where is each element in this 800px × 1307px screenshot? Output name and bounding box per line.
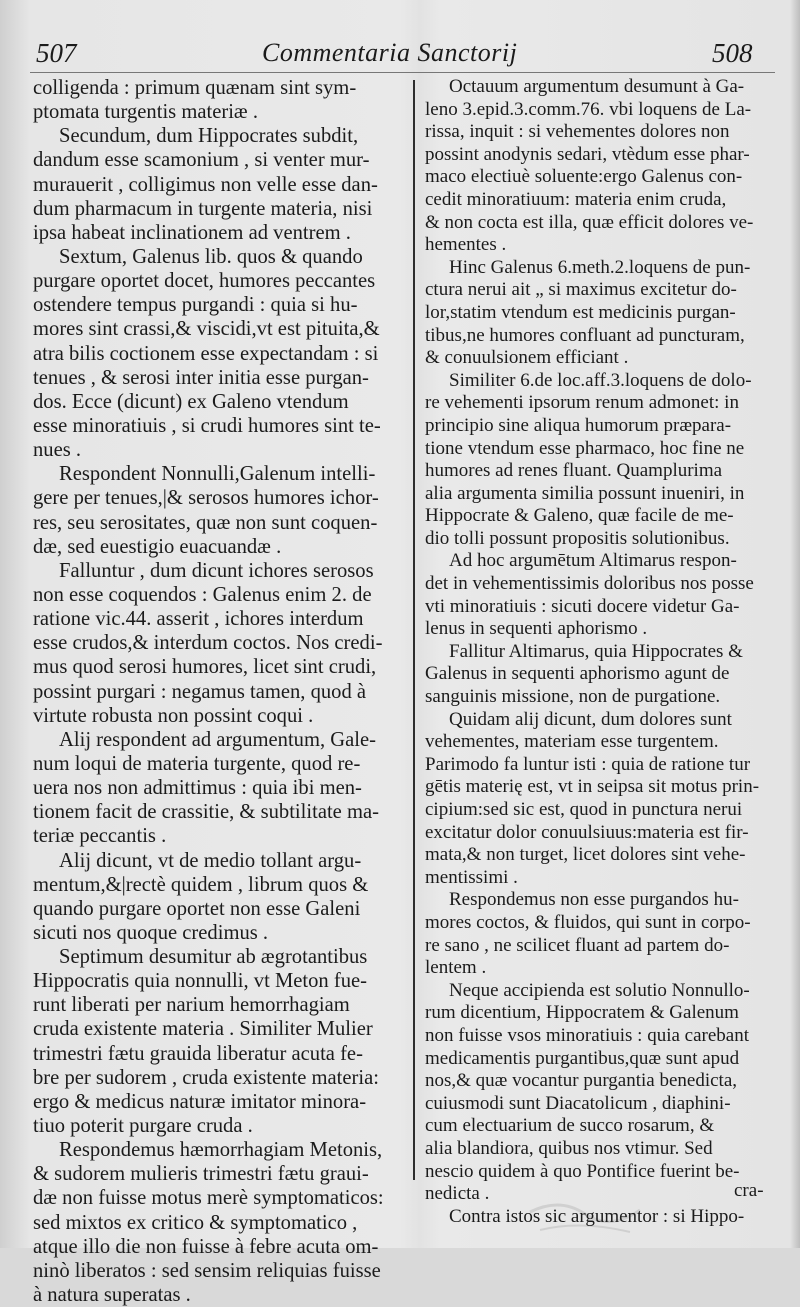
text-line: sanguinis missione, non de purgatione. <box>425 686 721 708</box>
text-line: Falluntur , dum dicunt ichores serosos <box>59 559 374 582</box>
text-line: rum dicentium, Hippocratem & Galenum <box>425 1002 739 1024</box>
text-line: colligenda : primum quænam sint sym- <box>33 77 357 99</box>
text-line: principio sine aliqua humorum præpara- <box>425 414 732 436</box>
text-line: dum pharmacum in turgente materia, nisi <box>33 197 373 220</box>
text-line: maco electiuè soluente:ergo Galenus con- <box>425 166 743 188</box>
text-line: & conuulsionem efficiant . <box>425 347 629 369</box>
text-line: Hinc Galenus 6.meth.2.loquens de pun- <box>449 256 751 278</box>
text-line: gere per tenues,|& serosos humores ichor- <box>33 487 379 510</box>
text-line: & sudorem mulieris trimestri fætu graui- <box>33 1163 369 1186</box>
text-line: ostendere tempus purgandi : quia si hu- <box>33 294 358 317</box>
text-line: Alij dicunt, vt de medio tollant argu- <box>59 849 362 872</box>
text-line: Fallitur Altimarus, quia Hippocrates & <box>449 640 743 662</box>
text-line: lor,statim vtendum est medicinis purgan- <box>425 301 736 323</box>
text-line: Parimodo fa luntur isti : quia de ratione tur <box>425 753 751 775</box>
text-line: vehementes, materiam esse turgentem. <box>425 731 719 753</box>
text-line: ratione vic.44. asserit , ichores interdum <box>33 608 364 631</box>
text-line: medicamentis purgantibus,quæ sunt apud <box>425 1047 740 1069</box>
text-line: cruda existente materia . Similiter Mulier <box>33 1018 373 1041</box>
text-line: Contra istos sic argumentor : si Hippo- <box>449 1205 745 1227</box>
right-text-column <box>425 76 767 1228</box>
text-line: lentem . <box>425 957 487 979</box>
text-line: dio tolli possunt propositis solutionibus. <box>425 527 730 549</box>
text-line: sicuti nos quoque credimus . <box>33 921 269 944</box>
text-line: re sano , ne scilicet fluant ad partem do- <box>425 934 730 956</box>
text-line: det in vehementissimis doloribus nos posse <box>425 573 754 595</box>
text-line: purgare oportet docet, humores peccantes <box>33 270 376 293</box>
catchword: cra- <box>734 1180 764 1201</box>
text-line: Quidam alij dicunt, dum dolores sunt <box>449 708 732 730</box>
text-line: runt liberati per narium hemorrhagiam <box>33 994 350 1017</box>
text-line: Similiter 6.de loc.aff.3.loquens de dolo- <box>449 369 752 391</box>
text-line: cedit minoratiuum: materia enim cruda, <box>425 188 727 210</box>
text-line: re vehementi ipsorum renum admonet: in <box>425 392 739 414</box>
text-line: ctura nerui ait „ si maximus excitetur do- <box>425 279 737 301</box>
text-line: trimestri fætu grauida liberatur acuta fe- <box>33 1042 363 1065</box>
right-page-number: 508 <box>712 38 753 68</box>
text-line: possint purgari : negamus tamen, quod à <box>33 680 367 703</box>
text-line: alia blandiora, quibus nos vtimur. Sed <box>425 1137 713 1159</box>
text-line: Galenus in sequenti aphorismo agunt de <box>425 663 730 685</box>
text-line: dæ non fuisse motus merè symptomaticos: <box>33 1187 384 1210</box>
text-line: mentissimi . <box>425 866 518 888</box>
text-line: esse minoratiuis , si crudi humores sint te- <box>33 414 381 437</box>
left-text-column <box>33 76 401 1307</box>
text-line: Hippocratis quia nonnulli, vt Meton fue- <box>33 970 368 993</box>
text-line: à natura superatas . <box>33 1284 191 1307</box>
text-line: res, seu serositates, quæ non sunt coquen- <box>33 511 378 534</box>
text-line: Octauum argumentum desumunt à Ga- <box>449 76 745 97</box>
text-line: excitatur dolor conuulsiuus:materia est fir- <box>425 821 749 843</box>
text-line: nues . <box>33 439 82 462</box>
text-line: esse crudos,& interdum coctos. Nos credi- <box>33 632 383 655</box>
text-line: mentum,&|rectè quidem , librum quos & <box>33 873 369 896</box>
text-line: hementes . <box>425 234 507 256</box>
ink-bleed-mark <box>520 1192 650 1242</box>
text-line: tibus,ne humores confluant ad puncturam, <box>425 324 745 346</box>
text-line: mores coctos, & fluidos, qui sunt in corpo- <box>425 911 751 933</box>
text-line: Septimum desumitur ab ægrotantibus <box>59 946 368 969</box>
text-line: Sextum, Galenus lib. quos & quando <box>59 245 363 268</box>
text-line: cipium:sed sic est, quod in punctura nerui <box>425 799 743 820</box>
text-line: ergo & medicus naturæ imitator minora- <box>33 1090 367 1113</box>
text-line: rissa, inquit : si vehementes dolores non <box>425 121 730 143</box>
text-line: nos,& quæ vocantur purgantia benedicta, <box>425 1070 738 1092</box>
text-line: atra bilis coctionem esse expectandam : si <box>33 342 379 365</box>
text-line: humores ad renes fluant. Quamplurima <box>425 460 723 482</box>
text-line: gētis materię est, vt in seipsa sit motus prin- <box>425 776 760 798</box>
text-line: dos. Ecce (dicunt) ex Galeno vtendum <box>33 390 349 413</box>
text-line: Ad hoc argumētum Altimarus respon- <box>449 550 737 572</box>
text-line: murauerit , colligimus non velle esse dan- <box>33 173 378 196</box>
text-line: dæ, sed euestigio euacuandæ . <box>33 535 282 558</box>
text-line: Respondemus non esse purgandos hu- <box>449 889 739 911</box>
running-title: Commentaria Sanctorij <box>262 38 518 67</box>
text-line: num loqui de materia turgente, quod re- <box>33 752 361 775</box>
text-line: nedicta . <box>425 1183 490 1205</box>
text-line: virtute robusta non possint coqui . <box>33 704 314 727</box>
text-line: bre per sudorem , cruda existente materia: <box>33 1066 379 1089</box>
text-line: mata,& non turget, licet dolores sint vehe- <box>425 844 746 866</box>
text-line: quando purgare oportet non esse Galeni <box>33 897 361 920</box>
text-line: Neque accipienda est solutio Nonnullo- <box>449 979 750 1001</box>
text-line: cuiusmodi sunt Diacatolicum , diaphini- <box>425 1092 731 1114</box>
text-line: Secundum, dum Hippocrates subdit, <box>59 125 359 148</box>
text-line: mus quod serosi humores, licet sint crudi, <box>33 656 377 679</box>
text-line: Respondemus hæmorrhagiam Metonis, <box>59 1139 383 1162</box>
text-line: leno 3.epid.3.comm.76. vbi loquens de La- <box>425 98 752 120</box>
text-line: vti minoratiuis : sicuti docere videtur Ga- <box>425 595 740 617</box>
text-line: sed mixtos ex critico & symptomatico , <box>33 1211 358 1234</box>
text-line: tiuo poterit purgare cruda . <box>33 1115 253 1138</box>
text-line: nescio quidem à quo Pontifice fuerint be- <box>425 1160 740 1182</box>
text-line: ipsa habeat inclinationem ad ventrem . <box>33 221 351 244</box>
text-line: mores sint crassi,& viscidi,vt est pituita,& <box>33 318 380 341</box>
text-line: & non cocta est illa, quæ efficit dolores ve- <box>425 211 754 233</box>
text-line: atque illo die non fuisse à febre acuta om- <box>33 1235 379 1258</box>
text-line: Respondent Nonnulli,Galenum intelli- <box>59 463 376 486</box>
text-line: Alij respondent ad argumentum, Gale- <box>59 728 377 751</box>
text-line: non fuisse vsos minoratiuis : quia carebant <box>425 1024 749 1046</box>
text-line: teriæ peccantis . <box>33 825 167 848</box>
text-line: cum electuarium de succo rosarum, & <box>425 1115 715 1137</box>
text-line: dandum esse scamonium , si venter mur- <box>33 149 370 172</box>
text-line: uera nos non admittimus : quia ibi men- <box>33 777 362 800</box>
column-divider <box>413 80 415 1180</box>
text-line: tionem facit de crassitie, & subtilitate ma- <box>33 801 379 824</box>
header-rule <box>30 72 775 73</box>
text-line: ptomata turgentis materiæ . <box>33 101 258 124</box>
text-line: tenues , & serosi inter initia esse purgan- <box>33 366 369 389</box>
text-line: lenus in sequenti aphorismo . <box>425 618 648 640</box>
page-header <box>0 38 800 74</box>
text-line: possint anodynis sedari, vtèdum esse phar- <box>425 143 750 165</box>
text-line: ninò liberatos : sed sensim reliquias fuisse <box>33 1259 381 1282</box>
text-line: non esse coquendos : Galenus enim 2. de <box>33 583 372 606</box>
left-page-number: 507 <box>36 38 77 68</box>
text-line: Hippocrate & Galeno, quæ facile de me- <box>425 505 734 527</box>
text-line: tione vtendum esse pharmaco, hoc fine ne <box>425 437 745 459</box>
text-line: alia argumenta similia possunt inueniri, in <box>425 482 745 504</box>
